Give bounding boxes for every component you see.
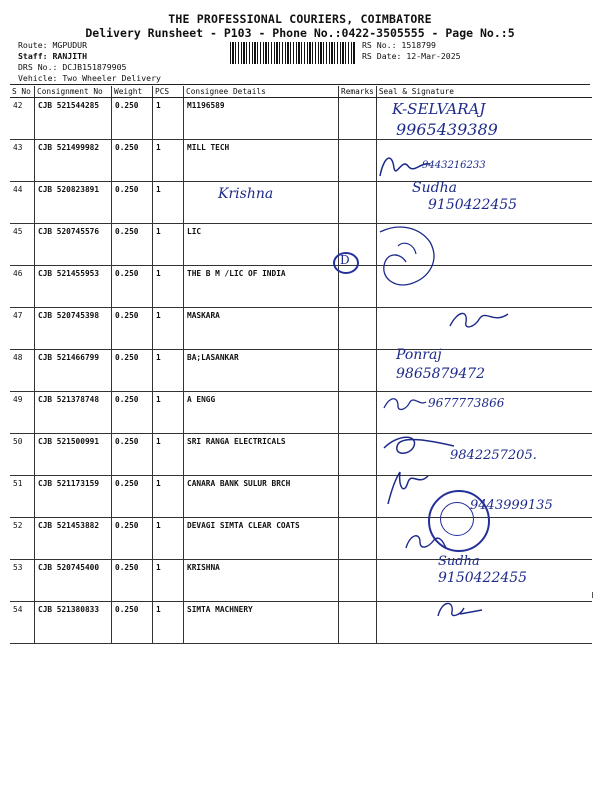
row-remarks (339, 434, 377, 476)
table-row (10, 350, 592, 392)
col-signature: Seal & Signature (376, 86, 592, 98)
handwritten-name-48: Ponraj (396, 347, 442, 363)
signature-scribble-49 (380, 392, 430, 414)
row-remarks (339, 476, 377, 518)
handwritten-phone-48: 9865879472 (396, 366, 486, 382)
handwritten-phone-43: 9443216233 (422, 160, 486, 171)
row-sno: 43 (10, 140, 35, 182)
row-pcs: 1 (153, 392, 184, 434)
row-pcs: 1 (153, 98, 184, 140)
staff-label: Staff: RANJITH (18, 51, 88, 61)
handwritten-phone-51: 9443999135 (470, 498, 553, 513)
row-sno: 44 (10, 182, 35, 224)
col-sno: S No (10, 86, 35, 98)
row-weight: 0.250 (112, 266, 153, 308)
row-remarks (339, 518, 377, 560)
row-pcs: 1 (153, 434, 184, 476)
row-sno: 42 (10, 98, 35, 140)
row-consignment: CJB 521500991 (35, 434, 112, 476)
row-pcs: 1 (153, 476, 184, 518)
table-row (10, 392, 592, 434)
row-pcs: 1 (153, 224, 184, 266)
row-weight: 0.250 (112, 140, 153, 182)
company-title: THE PROFESSIONAL COURIERS, COIMBATORE (168, 12, 432, 26)
row-sno: 47 (10, 308, 35, 350)
signature-scribble-54 (430, 596, 490, 622)
table-row (10, 140, 592, 182)
header-divider (10, 84, 590, 85)
row-pcs: 1 (153, 308, 184, 350)
row-pcs: 1 (153, 140, 184, 182)
handwritten-phone-42: 9965439389 (396, 120, 498, 139)
handwritten-phone-50: 9842257205. (450, 448, 537, 463)
signature-scribble-52 (400, 528, 450, 556)
row-remarks (339, 98, 377, 140)
row-weight: 0.250 (112, 602, 153, 644)
table-row (10, 224, 592, 266)
row-remarks (339, 140, 377, 182)
col-consignment: Consignment No (35, 86, 112, 98)
row-pcs: 1 (153, 518, 184, 560)
row-weight: 0.250 (112, 308, 153, 350)
vehicle-label: Vehicle: Two Wheeler Delivery (18, 73, 161, 83)
row-weight: 0.250 (112, 476, 153, 518)
runsheet-subtitle: Delivery Runsheet - P103 - Phone No.:0422-3505555 - Page No.:5 (85, 26, 515, 40)
row-remarks (339, 392, 377, 434)
handwritten-consignee-44: Krishna (218, 186, 274, 202)
row-sno: 45 (10, 224, 35, 266)
runsheet-table (10, 86, 592, 644)
col-pcs: PCS (153, 86, 184, 98)
table-header-row (10, 86, 592, 98)
row-consignment: CJB 521453882 (35, 518, 112, 560)
row-consignment: CJB 521173159 (35, 476, 112, 518)
handwritten-phone-53: 9150422455 (438, 570, 528, 586)
row-pcs: 1 (153, 182, 184, 224)
route-label: Route: MGPUDUR (18, 40, 88, 50)
row-sno: 52 (10, 518, 35, 560)
row-pcs: 1 (153, 350, 184, 392)
row-sno: 51 (10, 476, 35, 518)
row-remarks (339, 560, 377, 602)
row-pcs: 1 (153, 560, 184, 602)
barcode-image (230, 42, 355, 64)
row-consignee: KRISHNA (184, 560, 339, 602)
row-weight: 0.250 (112, 224, 153, 266)
row-consignee: MILL TECH (184, 140, 339, 182)
row-sno: 46 (10, 266, 35, 308)
col-consignee: Consignee Details (184, 86, 339, 98)
row-consignment: CJB 521544285 (35, 98, 112, 140)
row-consignee: CANARA BANK SULUR BRCH (184, 476, 339, 518)
row-remarks (339, 182, 377, 224)
col-weight: Weight (112, 86, 153, 98)
row-consignment: CJB 521466799 (35, 350, 112, 392)
handwritten-remark-46: D (340, 253, 350, 267)
drs-number: DRS No.: DCJB151879905 (18, 62, 127, 72)
row-weight: 0.250 (112, 518, 153, 560)
row-consignee: DEVAGI SIMTA CLEAR COATS (184, 518, 339, 560)
handwritten-name-53: Sudha (438, 554, 480, 569)
row-consignee: M1196589 (184, 98, 339, 140)
row-weight: 0.250 (112, 182, 153, 224)
rs-date: RS Date: 12-Mar-2025 (362, 51, 461, 61)
row-pcs: 1 (153, 602, 184, 644)
row-consignment: CJB 520745576 (35, 224, 112, 266)
handwritten-name-42: K-SELVARAJ (392, 100, 486, 118)
row-consignee: MASKARA (184, 308, 339, 350)
row-consignment: CJB 521380833 (35, 602, 112, 644)
row-consignee: A ENGG (184, 392, 339, 434)
row-remarks (339, 350, 377, 392)
row-sno: 53 (10, 560, 35, 602)
table-row (10, 518, 592, 560)
table-row (10, 266, 592, 308)
row-weight: 0.250 (112, 350, 153, 392)
row-consignment: CJB 520745398 (35, 308, 112, 350)
row-consignee: SIMTA MACHNERY (184, 602, 339, 644)
signature-scribble-51 (378, 468, 438, 508)
row-consignee: SRI RANGA ELECTRICALS (184, 434, 339, 476)
row-sno: 48 (10, 350, 35, 392)
row-consignment: CJB 521499982 (35, 140, 112, 182)
row-sno: 49 (10, 392, 35, 434)
row-sno: 50 (10, 434, 35, 476)
stamp-scribble-45 (370, 222, 450, 292)
row-consignee: LIC (184, 224, 339, 266)
row-sno: 54 (10, 602, 35, 644)
handwritten-phone-49: 9677773866 (428, 396, 505, 410)
row-consignment: CJB 520823891 (35, 182, 112, 224)
row-consignee: BA;LASANKAR (184, 350, 339, 392)
row-consignment: CJB 520745400 (35, 560, 112, 602)
handwritten-name-44: Sudha (412, 180, 457, 196)
row-weight: 0.250 (112, 392, 153, 434)
row-weight: 0.250 (112, 434, 153, 476)
table-row (10, 98, 592, 140)
table-row (10, 602, 592, 644)
row-remarks (339, 602, 377, 644)
row-consignee: THE B M /LIC OF INDIA (184, 266, 339, 308)
row-remarks (339, 308, 377, 350)
signature-scribble-50 (378, 430, 458, 460)
rs-number: RS No.: 1518799 (362, 40, 436, 50)
row-consignment: CJB 521455953 (35, 266, 112, 308)
signature-scribble-47 (444, 304, 514, 334)
row-weight: 0.250 (112, 98, 153, 140)
row-pcs: 1 (153, 266, 184, 308)
row-consignment: CJB 521378748 (35, 392, 112, 434)
col-remarks: Remarks (339, 86, 377, 98)
handwritten-phone-44: 9150422455 (428, 197, 518, 213)
margin-mark (592, 592, 593, 598)
row-weight: 0.250 (112, 560, 153, 602)
